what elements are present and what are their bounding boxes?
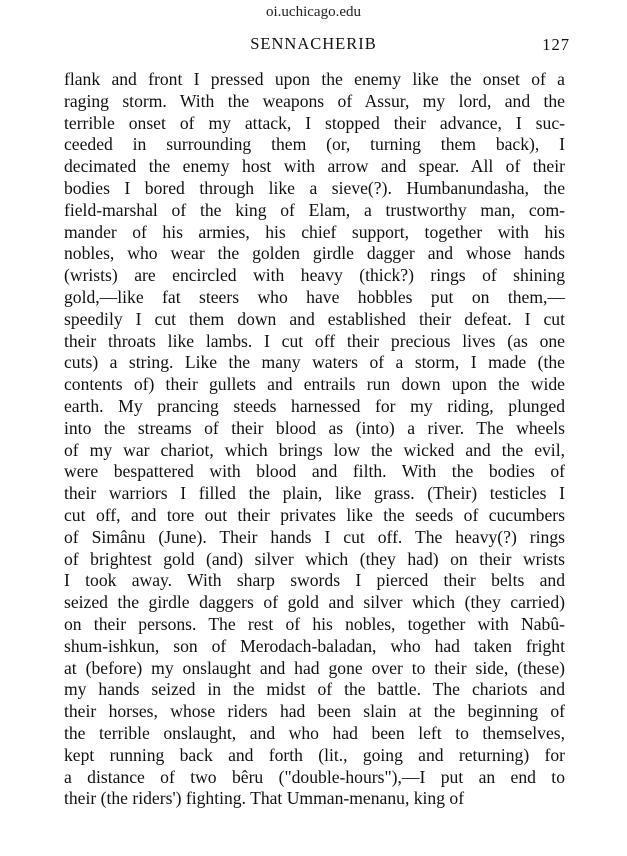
text-line: flank and front I pressed upon the enemy like the onset of a <box>64 69 565 89</box>
source-watermark: oi.uchicago.edu <box>266 4 361 20</box>
text-line: bodies I bored through like a sieve(?). Humbanundasha, the <box>64 177 565 198</box>
text-line: mander of his armies, his chief support, together with his <box>64 221 565 242</box>
page-number: 127 <box>542 35 570 54</box>
text-line: their horses, whose riders had been slain at the beginning of <box>64 701 565 722</box>
text-line: nobles, who wear the golden girdle dagger and whose hands <box>64 243 565 264</box>
text-line: their throats like lambs. I cut off their precious lives (as one <box>64 330 565 351</box>
text-line: I took away. With sharp swords I pierced their belts and <box>64 570 565 591</box>
text-line: shum-ishkun, son of Merodach-baladan, who had taken fright <box>64 635 565 656</box>
text-line: contents of) their gullets and entrails run down upon the wide <box>64 374 565 395</box>
text-line: of my war chariot, which brings low the wicked and the evil, <box>64 439 565 460</box>
text-line: speedily I cut them down and established their defeat. I cut <box>64 308 565 329</box>
text-line: ceeded in surrounding them (or, turning them back), I <box>64 134 565 155</box>
text-line: my hands seized in the midst of the battle. The chariots and <box>64 679 565 700</box>
text-line: raging storm. With the weapons of Assur, my lord, and the <box>64 90 565 111</box>
text-line: gold,—like fat steers who have hobbles put on them,— <box>64 286 565 307</box>
running-head: SENNACHERIB <box>250 34 377 53</box>
text-line: terrible onset of my attack, I stopped their advance, I suc- <box>64 112 565 133</box>
text-line: of brightest gold (and) silver which (they had) on their wrists <box>64 548 565 569</box>
text-line: (wrists) are encircled with heavy (thick?) rings of shining <box>64 265 565 286</box>
text-line: decimated the enemy host with arrow and spear. All of their <box>64 156 565 177</box>
text-line: field-marshal of the king of Elam, a trustworthy man, com- <box>64 199 565 220</box>
text-line: earth. My prancing steeds harnessed for my riding, plunged <box>64 395 565 416</box>
text-line: into the streams of their blood as (into) a river. The wheels <box>64 417 565 438</box>
text-line: were bespattered with blood and filth. With the bodies of <box>64 461 565 482</box>
text-line: cut off, and tore out their privates like the seeds of cucumbers <box>64 504 565 525</box>
text-line: their (the riders') fighting. That Umman-menanu, king of <box>64 788 465 809</box>
text-line: a distance of two bêru ("double-hours"),—I put an end to <box>64 766 565 787</box>
body-text <box>64 69 565 810</box>
text-line: seized the girdle daggers of gold and silver which (they carried) <box>64 592 565 613</box>
text-line: cuts) a string. Like the many waters of a storm, I made (the <box>64 352 565 373</box>
text-line: at (before) my onslaught and had gone over to their side, (these) <box>64 657 565 678</box>
text-line: the terrible onslaught, and who had been left to themselves, <box>64 722 565 743</box>
text-line: of Simânu (June). Their hands I cut off. The heavy(?) rings <box>64 526 565 547</box>
text-line: their warriors I filled the plain, like grass. (Their) testicles I <box>64 483 565 504</box>
text-line: kept running back and forth (lit., going and returning) for <box>64 744 565 765</box>
text-line: on their persons. The rest of his nobles, together with Nabû- <box>64 613 565 634</box>
